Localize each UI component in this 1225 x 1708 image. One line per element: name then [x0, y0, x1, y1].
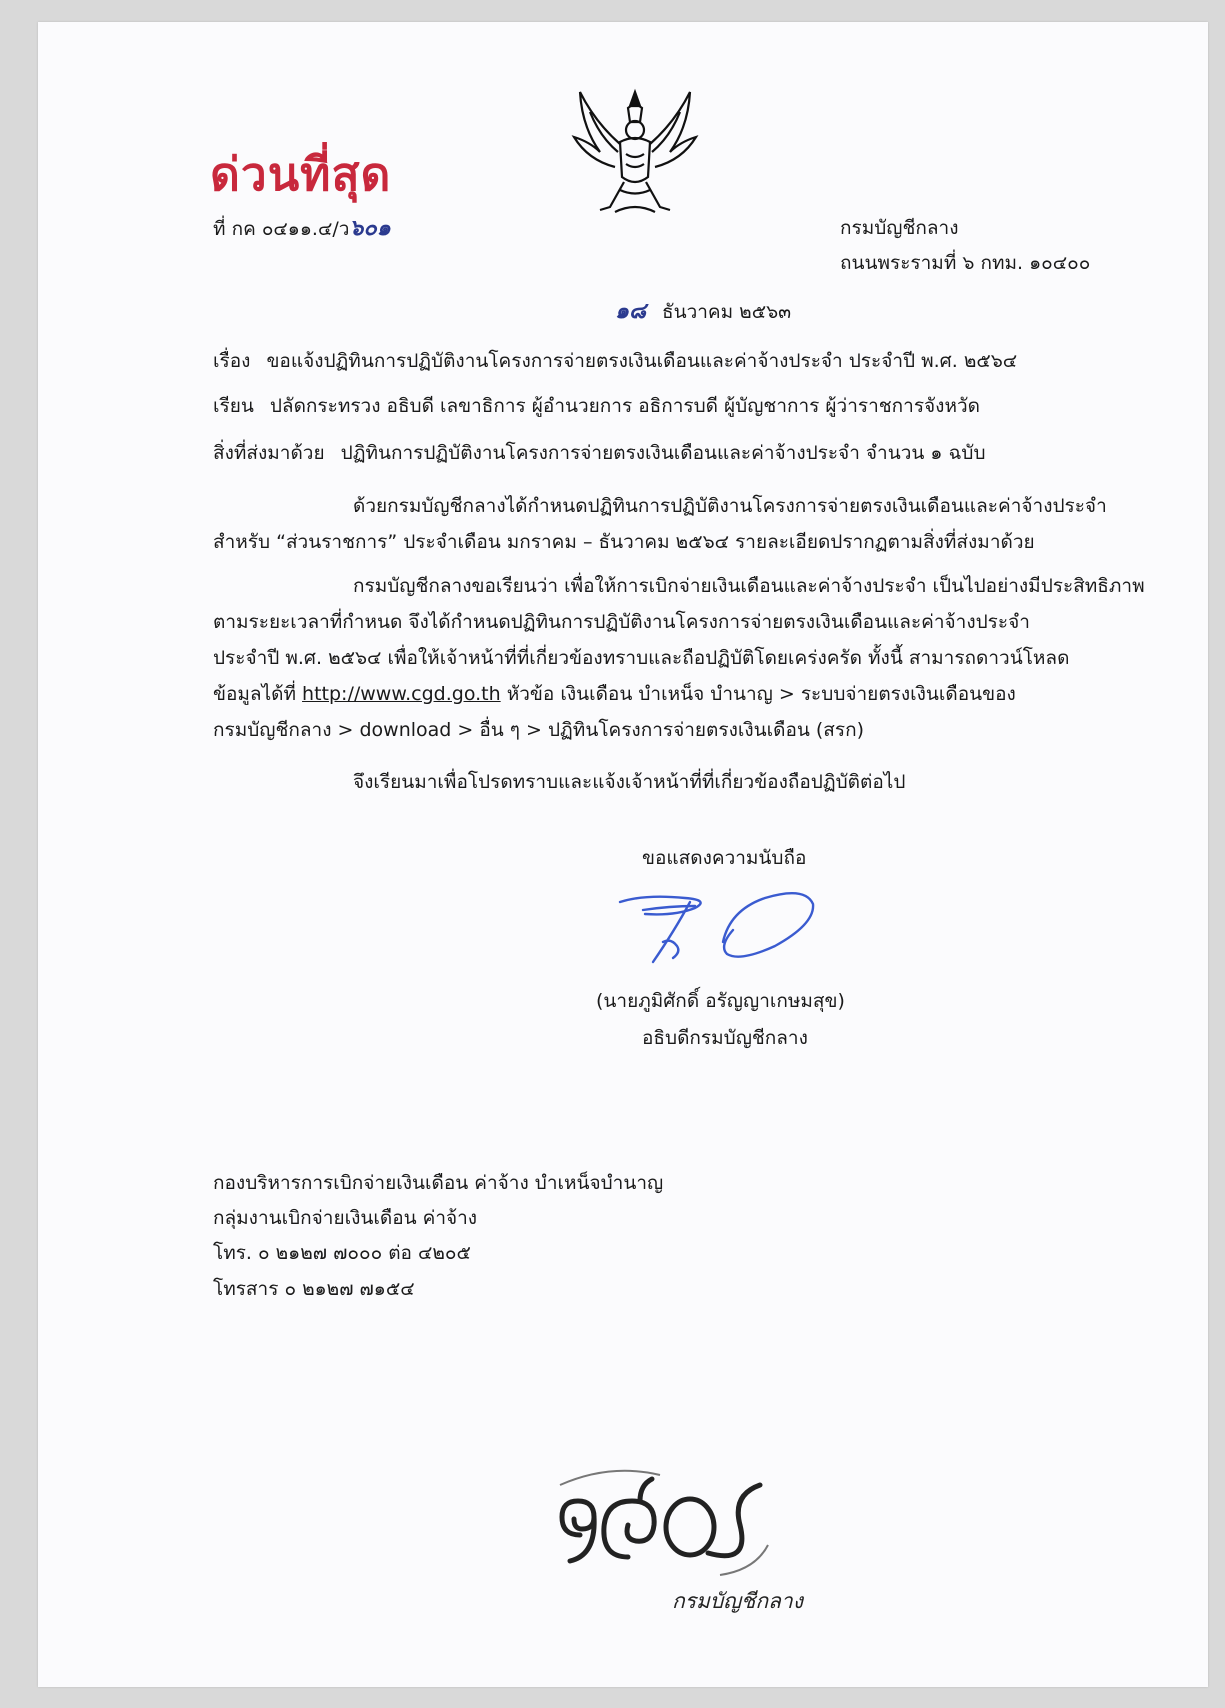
document-number-handwritten: ๖๐๑	[349, 215, 391, 241]
urgency-stamp: ด่วนที่สุด	[210, 147, 392, 201]
signer-name: (นายภูมิศักดิ์ อรัญญาเกษมสุข)	[596, 990, 845, 1012]
body-paragraph-3-line-1: จึงเรียนมาเพื่อโปรดทราบและแจ้งเจ้าหน้าที่ที่เกี่ยวข้องถือปฏิบัติต่อไป	[353, 771, 906, 793]
signer-title: อธิบดีกรมบัญชีกลาง	[642, 1027, 808, 1049]
body-paragraph-2-line-2: ตามระยะเวลาที่กำหนด จึงได้กำหนดปฏิทินการปฏิบัติงานโครงการจ่ายตรงเงินเดือนและค่าจ้างประจำ	[213, 611, 1030, 633]
date-day-handwritten: ๑๘	[615, 298, 646, 324]
agency-name: กรมบัญชีกลาง	[840, 217, 959, 239]
subject-label: เรื่อง	[213, 350, 251, 372]
body-paragraph-3	[213, 764, 1123, 800]
anniversary-emblem-icon	[540, 1465, 780, 1585]
date-month-year: ธันวาคม ๒๕๖๓	[661, 301, 792, 323]
download-path-text: หัวข้อ เงินเดือน บำเหน็จ บำนาญ > ระบบจ่ายตรงเงินเดือนของ	[506, 683, 1016, 705]
footer-group: กลุ่มงานเบิกจ่ายเงินเดือน ค่าจ้าง	[213, 1207, 478, 1229]
body-paragraph-2	[213, 568, 1145, 748]
footer-phone: โทร. ๐ ๒๑๒๗ ๗๐๐๐ ต่อ ๔๒๐๕	[213, 1242, 471, 1264]
body-paragraph-2-line-5: กรมบัญชีกลาง > download > อื่น ๆ > ปฏิทินโครงการจ่ายตรงเงินเดือน (สรก)	[213, 719, 865, 741]
signature-mark	[615, 880, 825, 970]
closing-salutation: ขอแสดงความนับถือ	[642, 847, 807, 869]
footer-division: กองบริหารการเบิกจ่ายเงินเดือน ค่าจ้าง บำเหน็จบำนาญ	[213, 1172, 664, 1194]
agency-address: ถนนพระรามที่ ๖ กทม. ๑๐๔๐๐	[840, 252, 1091, 274]
subject-line	[213, 348, 1017, 374]
body-paragraph-1-line-2: สำหรับ “ส่วนราชการ” ประจำเดือน มกราคม – ธันวาคม ๒๕๖๔ รายละเอียดปรากฏตามสิ่งที่ส่งมาด้วย	[213, 531, 1035, 553]
download-info-label: ข้อมูลได้ที่	[213, 683, 296, 705]
body-paragraph-2-line-1: กรมบัญชีกลางขอเรียนว่า เพื่อให้การเบิกจ่ายเงินเดือนและค่าจ้างประจำ เป็นไปอย่างมีประสิทธิภาพ	[353, 575, 1145, 597]
subject-text: ขอแจ้งปฏิทินการปฏิบัติงานโครงการจ่ายตรงเงินเดือนและค่าจ้างประจำ ประจำปี พ.ศ. ๒๕๖๔	[266, 350, 1018, 372]
addressee-line	[213, 393, 980, 419]
enclosure-label: สิ่งที่ส่งมาด้วย	[213, 442, 325, 464]
body-paragraph-2-line-3: ประจำปี พ.ศ. ๒๕๖๔ เพื่อให้เจ้าหน้าที่ที่เกี่ยวข้องทราบและถือปฏิบัติโดยเคร่งครัด ทั้งนี้ สามารถดาวน์โหลด	[213, 647, 1070, 669]
document-number	[213, 215, 391, 242]
addressee-label: เรียน	[213, 395, 254, 417]
body-paragraph-2-line-4	[213, 676, 1123, 712]
addressee-text: ปลัดกระทรวง อธิบดี เลขาธิการ ผู้อำนวยการ อธิการบดี ผู้บัญชาการ ผู้ว่าราชการจังหวัด	[269, 395, 980, 417]
enclosure-line	[213, 440, 986, 466]
garuda-emblem-icon	[560, 82, 710, 232]
body-paragraph-1	[213, 488, 1123, 560]
footer-fax: โทรสาร ๐ ๒๑๒๗ ๗๑๕๔	[213, 1278, 415, 1300]
body-paragraph-1-line-1: ด้วยกรมบัญชีกลางได้กำหนดปฏิทินการปฏิบัติงานโครงการจ่ายตรงเงินเดือนและค่าจ้างประจำ	[353, 495, 1107, 517]
emblem-caption: กรมบัญชีกลาง	[672, 1589, 803, 1613]
document-number-prefix: ที่ กค ๐๔๑๑.๔/ว	[213, 218, 350, 240]
enclosure-text: ปฏิทินการปฏิบัติงานโครงการจ่ายตรงเงินเดือนและค่าจ้างประจำ จำนวน ๑ ฉบับ	[340, 442, 986, 464]
document-date	[615, 298, 791, 325]
cgd-website-link[interactable]: http://www.cgd.go.th	[302, 683, 501, 705]
